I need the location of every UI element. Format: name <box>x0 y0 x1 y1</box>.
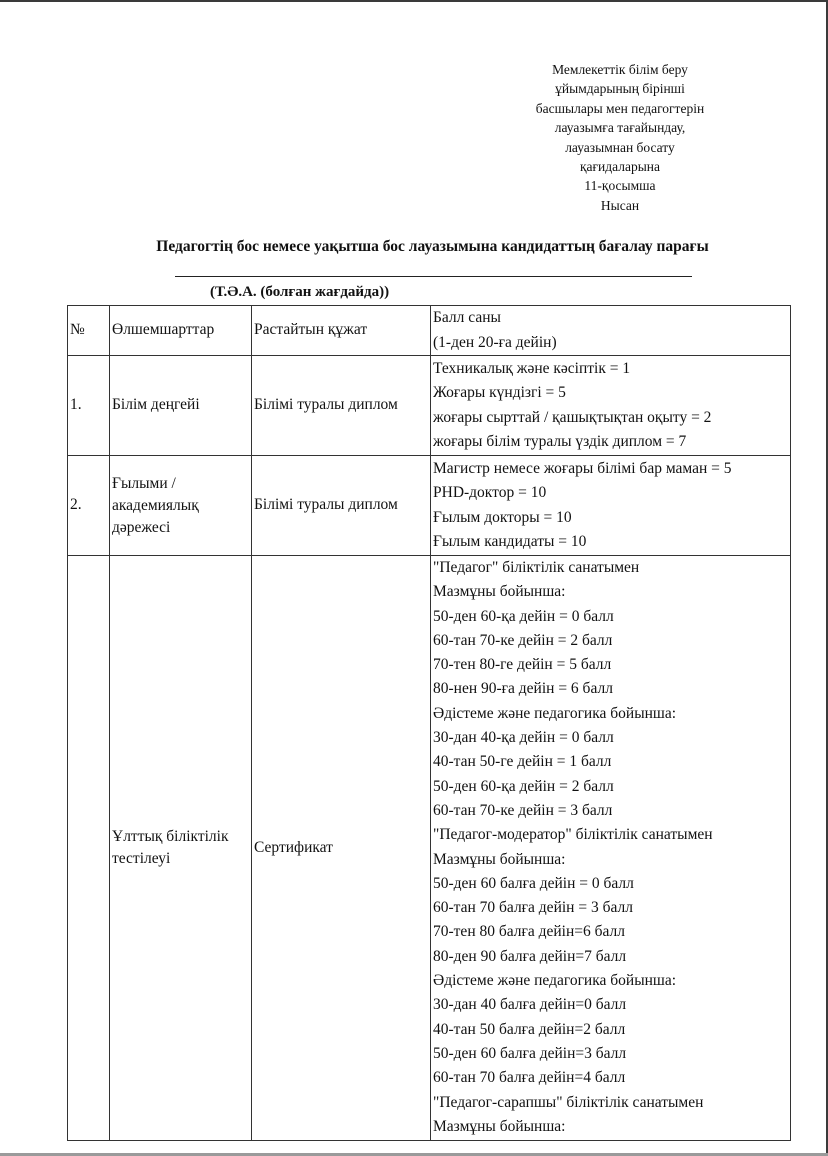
score-line: 60-тан 70 балға дейін = 3 балл <box>433 899 633 917</box>
appendix-header <box>515 60 725 215</box>
scan-edge-top <box>0 0 828 2</box>
score-line: 70-тен 80 балға дейін=6 балл <box>433 923 626 941</box>
document-title: Педагогтің бос немесе уақытша бос лауазымына кандидаттың бағалау парағы <box>156 238 709 255</box>
header-line: лауазымнан босату <box>565 139 675 155</box>
score-line: PHD-доктор = 10 <box>433 484 547 502</box>
score-line: 40-тан 50 балға дейін=2 балл <box>433 1020 626 1038</box>
row-criteria <box>110 456 252 556</box>
score-line: 70-тен 80-ге дейін = 5 балл <box>433 656 612 674</box>
row-document: Білімі туралы диплом <box>252 456 431 556</box>
score-line: Әдістеме және педагогика бойынша: <box>433 972 677 990</box>
header-document: Растайтын құжат <box>252 306 431 356</box>
score-line: 60-тан 70-ке дейін = 3 балл <box>433 801 613 819</box>
score-line: 50-ден 60 балға дейін=3 балл <box>433 1044 627 1062</box>
row-document: Білімі туралы диплом <box>252 356 431 456</box>
table-row <box>68 356 791 456</box>
score-line: жоғары білім туралы үздік диплом = 7 <box>433 432 687 450</box>
table-row <box>68 456 791 556</box>
row-number: 2. <box>68 456 110 556</box>
row-document: Сертификат <box>252 556 431 1141</box>
score-line: 30-дан 40-қа дейін = 0 балл <box>433 729 614 747</box>
score-line: 30-дан 40 балға дейін=0 балл <box>433 996 627 1014</box>
row-scores <box>431 356 791 456</box>
row-criteria: Білім деңгейі <box>110 356 252 456</box>
score-line: 50-ден 60 балға дейін = 0 балл <box>433 874 634 892</box>
header-line: ұйымдарының бірінші <box>555 81 685 97</box>
table-row <box>68 556 791 1141</box>
score-line: жоғары сырттай / қашықтықтан оқыту = 2 <box>433 408 712 426</box>
score-line: 60-тан 70 балға дейін=4 балл <box>433 1069 626 1087</box>
header-line: Мемлекеттік білім беру <box>552 62 688 77</box>
row-scores <box>431 556 791 1141</box>
score-line: Мазмұны бойынша: <box>433 583 566 601</box>
row-number: 1. <box>68 356 110 456</box>
criteria-line: Ғылыми / <box>112 474 176 492</box>
score-line: 40-тан 50-ге дейін = 1 балл <box>433 753 612 771</box>
header-score-line: Балл саны <box>433 309 501 327</box>
name-label: (Т.Ә.А. (болған жағдайда)) <box>210 284 390 300</box>
score-line: 60-тан 70-ке дейін = 2 балл <box>433 631 613 649</box>
score-line: 50-ден 60-қа дейін = 0 балл <box>433 607 614 625</box>
name-fill-line <box>175 276 692 277</box>
score-line: "Педагог" біліктілік санатымен <box>433 559 640 576</box>
row-scores <box>431 456 791 556</box>
header-line: басшылары мен педагогтерін <box>535 100 705 116</box>
score-line: "Педагог-модератор" біліктілік санатымен <box>433 826 713 844</box>
row-criteria <box>110 556 252 1141</box>
score-line: Әдістеме және педагогика бойынша: <box>433 704 677 722</box>
score-line: Магистр немесе жоғары білімі бар маман = 5 <box>433 459 732 477</box>
score-line: 50-ден 60-қа дейін = 2 балл <box>433 777 614 795</box>
row-number <box>68 556 110 1141</box>
score-line: 80-нен 90-ға дейін = 6 балл <box>433 680 613 698</box>
score-line: Мазмұны бойынша: <box>433 1117 566 1135</box>
header-line: Нысан <box>600 197 640 213</box>
score-line: 80-ден 90 балға дейін=7 балл <box>433 947 627 965</box>
criteria-line: дәрежесі <box>112 518 171 536</box>
evaluation-table <box>67 305 791 1141</box>
header-line: лауазымға тағайындау, <box>554 120 686 136</box>
table-header-row <box>68 306 791 356</box>
header-line: 11-қосымша <box>584 178 656 194</box>
header-criteria: Өлшемшарттар <box>110 306 252 356</box>
header-score-line: (1-ден 20-ға дейін) <box>433 333 557 351</box>
header-no: № <box>68 306 110 356</box>
score-line: Мазмұны бойынша: <box>433 850 566 868</box>
criteria-line: тестілеуі <box>112 850 171 867</box>
score-line: Ғылым кандидаты = 10 <box>433 532 587 550</box>
header-line: қағидаларына <box>579 159 661 175</box>
criteria-line: Ұлттық біліктілік <box>112 828 229 845</box>
score-line: Ғылым докторы = 10 <box>433 508 572 526</box>
score-line: Жоғары күндізгі = 5 <box>433 384 566 402</box>
score-line: "Педагог-сарапшы" біліктілік санатымен <box>433 1093 704 1111</box>
criteria-line: академиялық <box>112 496 199 514</box>
score-line: Техникалық және кәсіптік = 1 <box>433 359 631 377</box>
header-score <box>431 306 791 356</box>
